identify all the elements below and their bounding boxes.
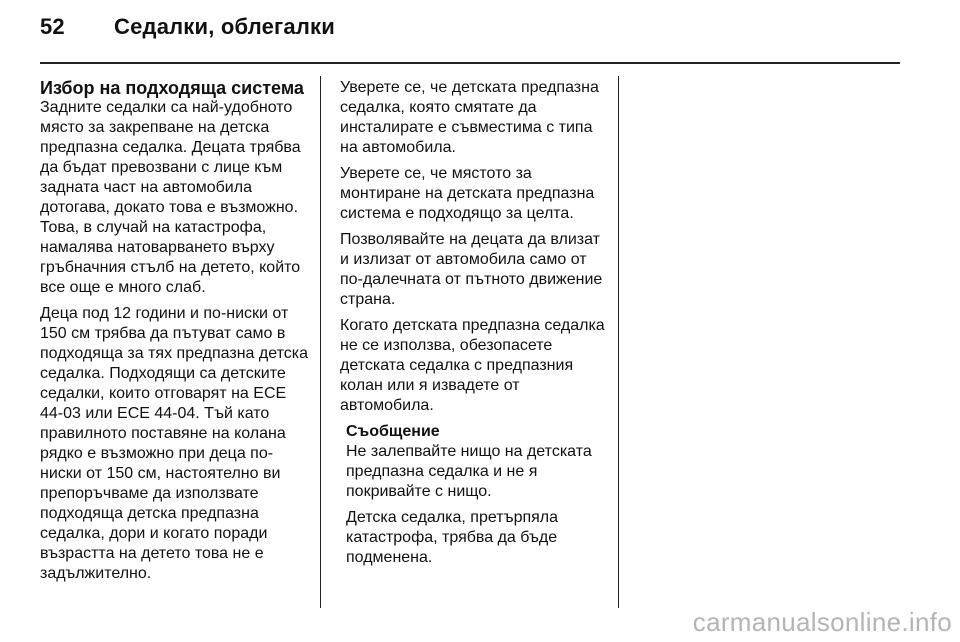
note-title: Съобщение <box>346 423 440 440</box>
watermark: carmanualsonline.info <box>692 607 952 637</box>
middle-paragraph-1: Уверете се, че детската предпазна седалка, която смятате да инсталирате е съвместима с типа на автомобила. <box>340 79 599 156</box>
header-rule <box>40 62 900 64</box>
note-paragraph-2: Детска седалка, претърпяла катастрофа, трябва да бъде подменена. <box>346 509 559 566</box>
note-box <box>346 422 606 568</box>
left-paragraph-1: Задните седалки са най-удобното място за закрепване на детска предпазна седалка. Децата трябва да бъдат превозвани с лице към задната част на автомобила дотогава, докато това е възможно. Това, в случай на катастрофа, намалява натоварването върху гръбначния стълб на детето, който все още е много слаб. <box>40 99 301 296</box>
left-column <box>40 78 308 590</box>
page-title: Седалки, облегалки <box>114 14 335 39</box>
column-divider-left <box>320 76 321 608</box>
note-paragraph-1: Не залепвайте нищо на детската предпазна седалка и не я покривайте с нищо. <box>346 443 592 500</box>
middle-column <box>340 78 606 574</box>
column-divider-right <box>618 76 619 608</box>
middle-paragraph-2: Уверете се, че мястото за монтиране на детската предпазна система е подходящо за целта. <box>340 165 595 222</box>
section-heading: Избор на подходяща система <box>40 78 304 98</box>
page-number: 52 <box>40 14 65 39</box>
page-header <box>40 14 335 40</box>
middle-paragraph-3: Позволявайте на децата да влизат и излизат от автомобила само от по-далечната от пътното движение страна. <box>340 231 603 308</box>
middle-paragraph-4: Когато детската предпазна седалка не се използва, обезопасете детската седалка с предпазния колан или я извадете от автомобила. <box>340 317 605 414</box>
left-paragraph-2: Деца под 12 години и по-ниски от 150 см трябва да пътуват само в подходяща за тях предпазна детска седалка. Подходящи са детските седалки, които отговарят на ECE 44-03 или ECE 44-04. Тъй като правилното поставяне на колана рядко е възможно при деца по-ниски от 150 см, настоятелно ви препоръчваме да използвате подходяща детска предпазна седалка, дори и когато поради възрастта на детето това не е задължително. <box>40 305 308 582</box>
